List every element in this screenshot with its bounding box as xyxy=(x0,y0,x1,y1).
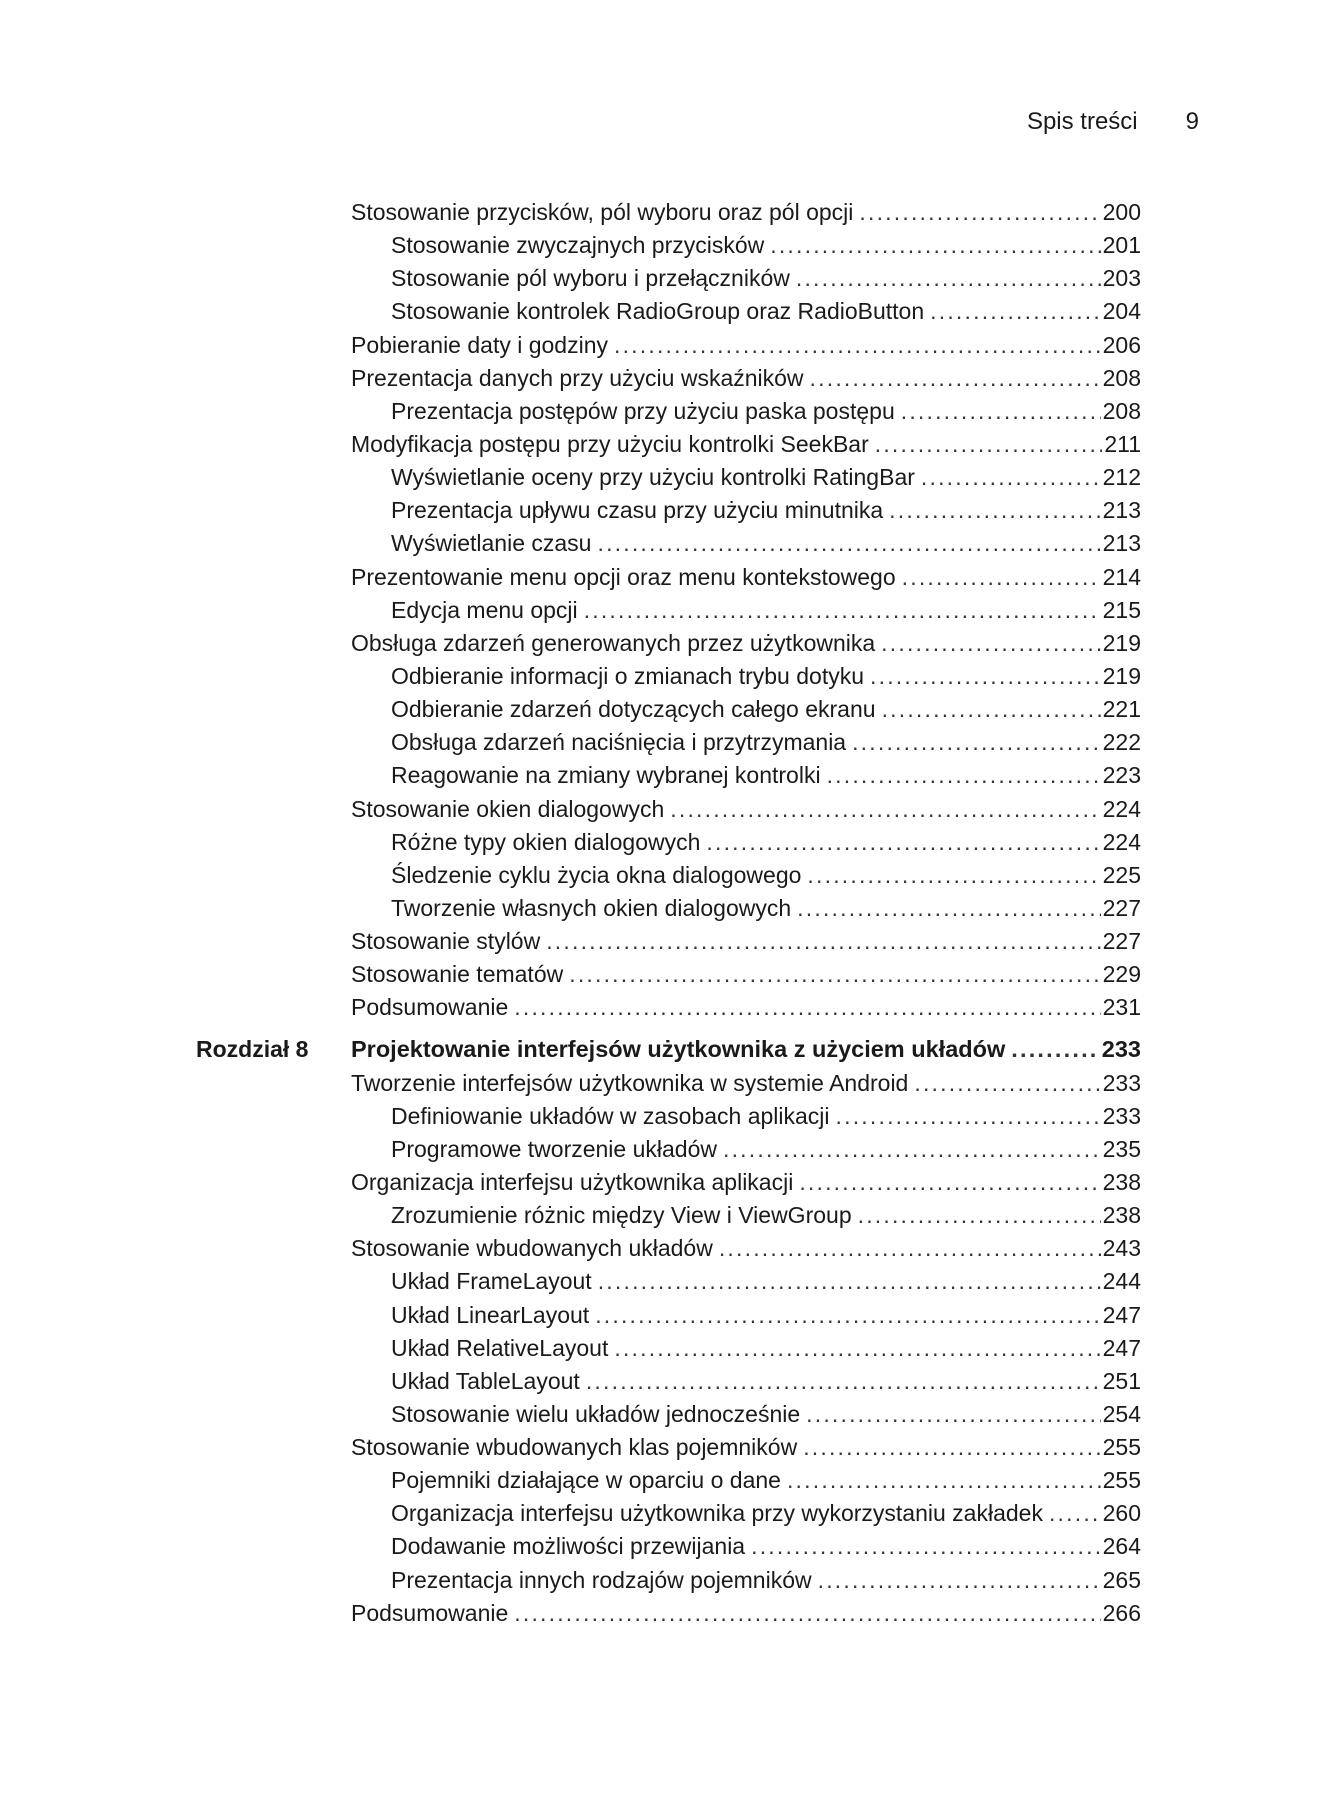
toc-entry-title: Wyświetlanie czasu xyxy=(391,530,592,557)
toc-entry-page: 221 xyxy=(1102,696,1141,723)
dot-leader xyxy=(751,1530,1101,1563)
dot-leader xyxy=(586,1365,1101,1398)
toc-entry xyxy=(0,428,1339,461)
toc-entry xyxy=(0,1067,1339,1100)
toc-entry-page: 260 xyxy=(1102,1500,1141,1527)
toc-entry-line xyxy=(351,1067,1141,1100)
dot-leader xyxy=(514,991,1100,1024)
toc-entry-line xyxy=(391,527,1141,560)
dot-leader xyxy=(719,1232,1101,1265)
toc-entry-page: 224 xyxy=(1102,828,1141,855)
toc-entry-line xyxy=(391,660,1141,693)
toc-entry-page: 224 xyxy=(1102,795,1141,822)
toc-entry-line xyxy=(391,494,1141,527)
dot-leader xyxy=(852,726,1101,759)
toc-entry-page: 235 xyxy=(1102,1135,1141,1162)
toc-entry-title: Obsługa zdarzeń generowanych przez użytkownika xyxy=(351,629,876,656)
toc-entry-line xyxy=(351,627,1141,660)
toc-entry-title: Stosowanie kontrolek RadioGroup oraz RadioButton xyxy=(391,298,925,325)
dot-leader xyxy=(670,793,1100,826)
toc-entry-page: 208 xyxy=(1102,397,1141,424)
dot-leader xyxy=(827,759,1101,792)
toc-entry xyxy=(0,892,1339,925)
toc-entry-page: 227 xyxy=(1102,928,1141,955)
dot-leader xyxy=(858,1199,1101,1232)
dot-leader xyxy=(723,1133,1101,1166)
toc-entry-line xyxy=(391,1497,1141,1530)
chapter-label: Rozdział 8 xyxy=(196,1035,309,1062)
toc-entry-title: Modyfikacja postępu przy użyciu kontrolki SeekBar xyxy=(351,430,869,457)
toc-entry xyxy=(0,759,1339,792)
toc-entry xyxy=(0,229,1339,262)
toc-entry xyxy=(0,1133,1339,1166)
toc-entry xyxy=(0,1564,1339,1597)
toc-entry-page: 211 xyxy=(1104,430,1141,457)
toc-entry-page: 208 xyxy=(1102,364,1141,391)
toc-entry-page: 233 xyxy=(1102,1069,1141,1096)
dot-leader xyxy=(796,262,1101,295)
toc-entry-page: 247 xyxy=(1102,1334,1141,1361)
toc-entry-line xyxy=(391,1398,1141,1431)
toc-entry-line xyxy=(391,461,1141,494)
toc-entry-page: 212 xyxy=(1102,464,1141,491)
toc-entry xyxy=(0,726,1339,759)
toc-entry-page: 233 xyxy=(1101,1035,1141,1062)
toc-entry-title: Stosowanie pól wyboru i przełączników xyxy=(391,265,790,292)
dot-leader xyxy=(836,1100,1101,1133)
dot-leader xyxy=(806,1398,1100,1431)
toc-entry-line xyxy=(391,1299,1141,1332)
dot-leader xyxy=(799,1166,1100,1199)
toc-entry-line xyxy=(351,958,1141,991)
toc-entry-page: 238 xyxy=(1102,1202,1141,1229)
dot-leader xyxy=(614,329,1101,362)
toc-entry-page: 243 xyxy=(1102,1235,1141,1262)
toc-entry xyxy=(0,494,1339,527)
dot-leader xyxy=(598,1265,1101,1298)
toc-entry-page: 229 xyxy=(1102,961,1141,988)
toc-entry-line xyxy=(391,859,1141,892)
toc-entry-line xyxy=(351,329,1141,362)
dot-leader xyxy=(921,461,1101,494)
toc-entry-title: Podsumowanie xyxy=(351,994,509,1021)
running-header xyxy=(1027,108,1199,136)
table-of-contents xyxy=(0,196,1339,1630)
toc-entry xyxy=(0,1265,1339,1298)
dot-leader xyxy=(818,1564,1101,1597)
toc-entry-title: Stosowanie wbudowanych układów xyxy=(351,1235,713,1262)
section-title: Spis treści xyxy=(1026,108,1138,135)
toc-entry-page: 247 xyxy=(1102,1301,1141,1328)
toc-entry-page: 213 xyxy=(1102,497,1141,524)
toc-entry-page: 206 xyxy=(1102,331,1141,358)
toc-entry-line xyxy=(351,1597,1141,1630)
toc-entry-page: 251 xyxy=(1102,1367,1141,1394)
toc-entry xyxy=(0,1431,1339,1464)
toc-entry-title: Prezentacja postępów przy użyciu paska postępu xyxy=(391,397,895,424)
dot-leader xyxy=(584,594,1101,627)
toc-entry-line xyxy=(351,428,1141,461)
toc-entry xyxy=(0,859,1339,892)
dot-leader xyxy=(803,1431,1100,1464)
toc-entry xyxy=(0,1365,1339,1398)
toc-entry-page: 227 xyxy=(1102,894,1141,921)
dot-leader xyxy=(706,826,1100,859)
toc-entry xyxy=(0,1199,1339,1232)
toc-entry-line xyxy=(351,793,1141,826)
toc-entry xyxy=(0,561,1339,594)
toc-entry-title: Pojemniki działające w oparciu o dane xyxy=(391,1467,781,1494)
toc-entry-line xyxy=(351,561,1141,594)
toc-entry-page: 213 xyxy=(1102,530,1141,557)
toc-entry-line xyxy=(391,759,1141,792)
dot-leader xyxy=(930,295,1100,328)
toc-entry-line xyxy=(391,1464,1141,1497)
toc-entry-title: Tworzenie własnych okien dialogowych xyxy=(391,894,792,921)
toc-entry xyxy=(0,1464,1339,1497)
toc-entry-line xyxy=(391,1199,1141,1232)
toc-entry-page: 231 xyxy=(1102,994,1141,1021)
toc-entry xyxy=(0,362,1339,395)
dot-leader xyxy=(889,494,1100,527)
toc-entry-title: Stosowanie wbudowanych klas pojemników xyxy=(351,1434,798,1461)
toc-entry-line xyxy=(391,1365,1141,1398)
dot-leader xyxy=(1049,1497,1101,1530)
toc-entry-title: Stosowanie wielu układów jednocześnie xyxy=(391,1400,801,1427)
toc-entry xyxy=(0,329,1339,362)
toc-entry-line xyxy=(351,196,1141,229)
toc-entry xyxy=(0,262,1339,295)
dot-leader xyxy=(859,196,1100,229)
toc-entry xyxy=(0,1299,1339,1332)
toc-entry-title: Reagowanie na zmiany wybranej kontrolki xyxy=(391,762,821,789)
toc-entry-line xyxy=(391,1332,1141,1365)
toc-entry-line xyxy=(391,229,1141,262)
toc-entry-line xyxy=(391,1133,1141,1166)
toc-entry-page: 225 xyxy=(1102,861,1141,888)
toc-entry-page: 215 xyxy=(1102,596,1141,623)
toc-entry-line xyxy=(391,726,1141,759)
toc-entry-page: 255 xyxy=(1102,1467,1141,1494)
toc-entry-line xyxy=(391,826,1141,859)
toc-chapter-row xyxy=(0,1031,1339,1067)
toc-entry-line xyxy=(351,362,1141,395)
toc-entry-page: 214 xyxy=(1102,563,1141,590)
toc-entry-title: Stosowanie stylów xyxy=(351,928,541,955)
toc-entry-line xyxy=(391,892,1141,925)
toc-entry-page: 219 xyxy=(1102,629,1141,656)
toc-entry-title: Programowe tworzenie układów xyxy=(391,1135,717,1162)
toc-entry xyxy=(0,1232,1339,1265)
toc-entry-line xyxy=(391,262,1141,295)
dot-leader xyxy=(1011,1031,1100,1067)
toc-entry-line xyxy=(351,1431,1141,1464)
toc-entry-title: Prezentowanie menu opcji oraz menu kontekstowego xyxy=(351,563,896,590)
toc-entry-line xyxy=(391,1530,1141,1563)
toc-entry-line xyxy=(391,1100,1141,1133)
toc-entry-title: Organizacja interfejsu użytkownika aplikacji xyxy=(351,1168,794,1195)
toc-entry-title: Stosowanie przycisków, pól wyboru oraz pól opcji xyxy=(351,199,854,225)
dot-leader xyxy=(595,1299,1100,1332)
dot-leader xyxy=(569,958,1100,991)
toc-entry-page: 204 xyxy=(1102,298,1141,325)
toc-entry-title: Dodawanie możliwości przewijania xyxy=(391,1533,746,1560)
toc-entry-line xyxy=(351,925,1141,958)
toc-entry-title: Śledzenie cyklu życia okna dialogowego xyxy=(391,861,802,888)
toc-entry-title: Edycja menu opcji xyxy=(391,596,578,623)
toc-entry-title: Prezentacja upływu czasu przy użyciu minutnika xyxy=(391,497,884,524)
toc-entry xyxy=(0,1332,1339,1365)
toc-entry-title: Podsumowanie xyxy=(351,1599,509,1626)
toc-entry-line xyxy=(391,1265,1141,1298)
toc-entry-page: 254 xyxy=(1102,1400,1141,1427)
toc-entry-page: 223 xyxy=(1102,762,1141,789)
dot-leader xyxy=(807,859,1100,892)
toc-entry-line xyxy=(391,693,1141,726)
toc-entry xyxy=(0,196,1339,229)
toc-entry-title: Układ LinearLayout xyxy=(391,1301,590,1328)
toc-entry-line xyxy=(351,1031,1141,1067)
toc-entry-line xyxy=(351,1166,1141,1199)
toc-entry-page: 238 xyxy=(1102,1168,1141,1195)
toc-entry xyxy=(0,991,1339,1024)
toc-entry-title: Obsługa zdarzeń naciśnięcia i przytrzymania xyxy=(391,729,847,756)
toc-entry-page: 266 xyxy=(1102,1599,1141,1626)
toc-entry-title: Układ TableLayout xyxy=(391,1367,580,1394)
toc-entry-page: 244 xyxy=(1102,1268,1141,1295)
toc-entry-page: 200 xyxy=(1102,199,1141,225)
dot-leader xyxy=(875,428,1103,461)
dot-leader xyxy=(787,1464,1101,1497)
toc-entry xyxy=(0,660,1339,693)
toc-entry xyxy=(0,1398,1339,1431)
toc-entry-title: Organizacja interfejsu użytkownika przy wykorzystaniu zakładek xyxy=(391,1500,1043,1527)
dot-leader xyxy=(870,660,1101,693)
toc-entry xyxy=(0,925,1339,958)
toc-entry-line xyxy=(351,991,1141,1024)
toc-entry xyxy=(0,693,1339,726)
toc-entry xyxy=(0,1100,1339,1133)
toc-entry-title: Odbieranie zdarzeń dotyczących całego ekranu xyxy=(391,696,876,723)
toc-entry xyxy=(0,395,1339,428)
dot-leader xyxy=(514,1597,1100,1630)
dot-leader xyxy=(597,527,1100,560)
dot-leader xyxy=(882,693,1101,726)
dot-leader xyxy=(914,1067,1100,1100)
toc-entry-title: Różne typy okien dialogowych xyxy=(391,828,701,855)
toc-entry xyxy=(0,1530,1339,1563)
toc-entry-title: Prezentacja innych rodzajów pojemników xyxy=(391,1566,812,1593)
dot-leader xyxy=(881,627,1100,660)
dot-leader xyxy=(797,892,1100,925)
toc-entry-title: Prezentacja danych przy użyciu wskaźników xyxy=(351,364,804,391)
dot-leader xyxy=(546,925,1100,958)
toc-entry-line xyxy=(351,1232,1141,1265)
toc-entry xyxy=(0,1597,1339,1630)
toc-entry-page: 265 xyxy=(1102,1566,1141,1593)
toc-entry-title: Stosowanie okien dialogowych xyxy=(351,795,665,822)
toc-entry-page: 233 xyxy=(1102,1102,1141,1129)
toc-entry-title: Układ RelativeLayout xyxy=(391,1334,609,1361)
toc-entry xyxy=(0,958,1339,991)
toc-entry xyxy=(0,1497,1339,1530)
toc-entry-page: 201 xyxy=(1102,232,1141,259)
toc-entry-title: Pobieranie daty i godziny xyxy=(351,331,608,358)
toc-entry-title: Definiowanie układów w zasobach aplikacji xyxy=(391,1102,830,1129)
dot-leader xyxy=(770,229,1100,262)
dot-leader xyxy=(810,362,1101,395)
toc-entry-page: 255 xyxy=(1102,1434,1141,1461)
toc-entry-line xyxy=(391,1564,1141,1597)
dot-leader xyxy=(902,561,1101,594)
toc-entry-title: Projektowanie interfejsów użytkownika z użyciem układów xyxy=(351,1035,1006,1062)
dot-leader xyxy=(901,395,1101,428)
toc-entry-title: Wyświetlanie oceny przy użyciu kontrolki RatingBar xyxy=(391,464,915,491)
toc-entry xyxy=(0,295,1339,328)
toc-entry xyxy=(0,627,1339,660)
toc-entry-title: Tworzenie interfejsów użytkownika w systemie Android xyxy=(351,1069,909,1096)
toc-entry-page: 203 xyxy=(1102,265,1141,292)
toc-entry-line xyxy=(391,395,1141,428)
toc-entry-title: Odbieranie informacji o zmianach trybu dotyku xyxy=(391,662,865,689)
toc-entry xyxy=(0,793,1339,826)
toc-entry xyxy=(0,1166,1339,1199)
page-number: 9 xyxy=(1185,108,1199,135)
toc-entry xyxy=(0,527,1339,560)
toc-entry-title: Stosowanie zwyczajnych przycisków xyxy=(391,232,765,259)
toc-entry xyxy=(0,594,1339,627)
toc-entry-page: 264 xyxy=(1102,1533,1141,1560)
toc-entry-page: 219 xyxy=(1102,662,1141,689)
toc-entry xyxy=(0,826,1339,859)
toc-entry-line xyxy=(391,295,1141,328)
toc-entry-title: Zrozumienie różnic między View i ViewGroup xyxy=(391,1202,852,1229)
toc-entry-title: Stosowanie tematów xyxy=(351,961,564,988)
toc-entry-page: 222 xyxy=(1102,729,1141,756)
toc-entry xyxy=(0,461,1339,494)
toc-entry-line xyxy=(391,594,1141,627)
toc-entry-title: Układ FrameLayout xyxy=(391,1268,592,1295)
dot-leader xyxy=(614,1332,1100,1365)
